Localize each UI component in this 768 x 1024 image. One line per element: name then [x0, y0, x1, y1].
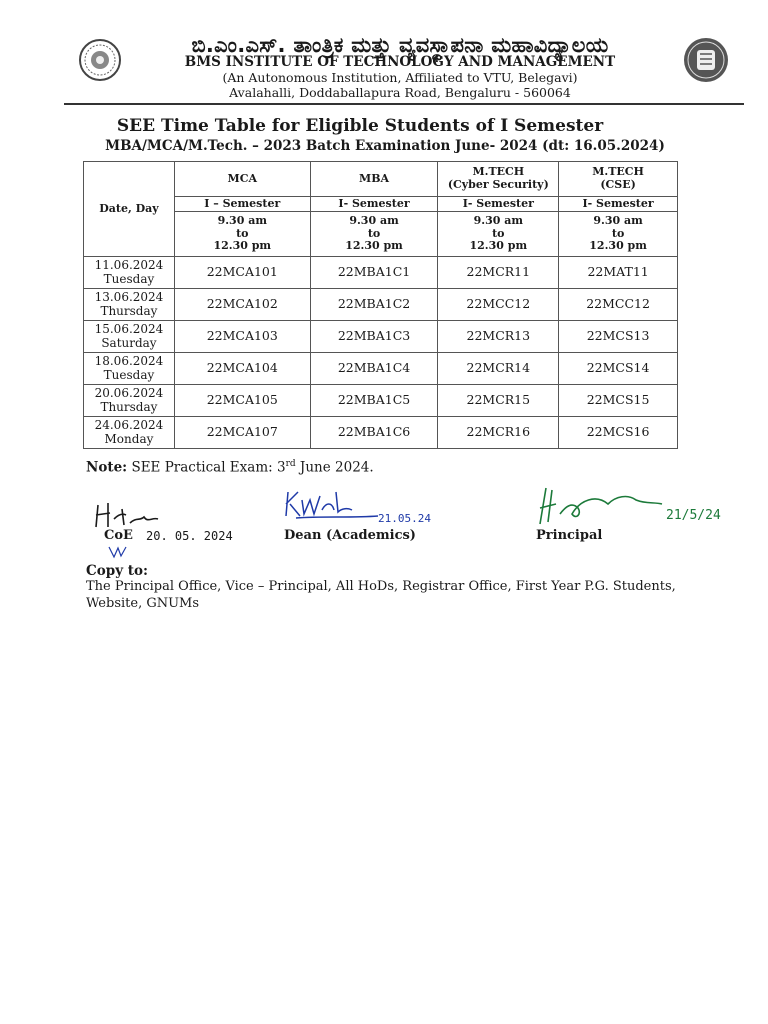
course-code-cell: 22MBA1C2 [310, 289, 438, 321]
date-day-header: Date, Day [84, 162, 175, 257]
date-cell: 20.06.2024 Thursday [84, 385, 175, 417]
note-text-end: June 2024. [295, 459, 374, 476]
table-row [84, 353, 678, 385]
principal-date: 21/5/24 [666, 508, 721, 523]
course-code-cell: 22MCA101 [174, 257, 310, 289]
principal-signature [536, 484, 666, 528]
time-header: 9.30 am to 12.30 pm [559, 212, 678, 257]
header-divider [64, 103, 744, 105]
course-code-cell: 22MCR14 [438, 353, 559, 385]
course-code-cell: 22MCR13 [438, 321, 559, 353]
table-header-program-row [84, 162, 678, 197]
copy-to-heading: Copy to: [86, 563, 148, 579]
semester-header: I- Semester [559, 197, 678, 212]
semester-header: I – Semester [174, 197, 310, 212]
course-code-cell: 22MBA1C6 [310, 417, 438, 449]
dean-date: 21.05.24 [378, 512, 431, 525]
program-header: M.TECH (Cyber Security) [438, 162, 559, 197]
dean-label: Dean (Academics) [284, 528, 416, 543]
table-row [84, 257, 678, 289]
course-code-cell: 22MCC12 [559, 289, 678, 321]
document-subtitle: MBA/MCA/M.Tech. – 2023 Batch Examination June- 2024 (dt: 16.05.2024) [105, 138, 665, 154]
document-title: SEE Time Table for Eligible Students of I Semester [116, 116, 604, 136]
coe-date: 20. 05. 2024 [146, 529, 233, 543]
date-cell: 11.06.2024 Tuesday [84, 257, 175, 289]
table-row [84, 385, 678, 417]
coe-initials-mark [106, 544, 130, 560]
course-code-cell: 22MCR11 [438, 257, 559, 289]
course-code-cell: 22MCA102 [174, 289, 310, 321]
table-row [84, 321, 678, 353]
table-row [84, 417, 678, 449]
course-code-cell: 22MCC12 [438, 289, 559, 321]
institute-seal-icon [78, 38, 122, 82]
course-code-cell: 22MBA1C4 [310, 353, 438, 385]
course-code-cell: 22MBA1C3 [310, 321, 438, 353]
semester-header: I- Semester [310, 197, 438, 212]
course-code-cell: 22MCS15 [559, 385, 678, 417]
time-header: 9.30 am to 12.30 pm [174, 212, 310, 257]
time-header: 9.30 am to 12.30 pm [310, 212, 438, 257]
institute-affiliation: (An Autonomous Institution, Affiliated to VTU, Belegavi) [222, 70, 578, 85]
course-code-cell: 22MBA1C1 [310, 257, 438, 289]
date-cell: 13.06.2024 Thursday [84, 289, 175, 321]
semester-header: I- Semester [438, 197, 559, 212]
note-text: SEE Practical Exam: 3 [127, 459, 286, 476]
note-superscript: rd [285, 459, 296, 469]
copy-to-recipients: The Principal Office, Vice – Principal, All HoDs, Registrar Office, First Year P.G. Students, Website, GNUMs [86, 579, 676, 611]
principal-label: Principal [536, 528, 603, 543]
course-code-cell: 22MCA105 [174, 385, 310, 417]
course-code-cell: 22MCA103 [174, 321, 310, 353]
dean-signature [282, 486, 382, 522]
time-header: 9.30 am to 12.30 pm [438, 212, 559, 257]
course-code-cell: 22MBA1C5 [310, 385, 438, 417]
course-code-cell: 22MCS13 [559, 321, 678, 353]
institute-name: BMS INSTITUTE OF TECHNOLOGY AND MANAGEMENT [184, 54, 616, 70]
course-code-cell: 22MCS16 [559, 417, 678, 449]
institute-address: Avalahalli, Doddaballapura Road, Bengaluru - 560064 [229, 85, 571, 100]
note-label: Note: [86, 459, 128, 476]
coe-label: CoE [104, 528, 133, 543]
program-header: MBA [310, 162, 438, 197]
bms-emblem-icon [682, 36, 730, 84]
date-cell: 18.06.2024 Tuesday [84, 353, 175, 385]
program-header: MCA [174, 162, 310, 197]
exam-timetable [83, 161, 678, 449]
note-line [86, 459, 374, 476]
date-cell: 24.06.2024 Monday [84, 417, 175, 449]
course-code-cell: 22MCS14 [559, 353, 678, 385]
course-code-cell: 22MAT11 [559, 257, 678, 289]
course-code-cell: 22MCA104 [174, 353, 310, 385]
date-cell: 15.06.2024 Saturday [84, 321, 175, 353]
course-code-cell: 22MCA107 [174, 417, 310, 449]
course-code-cell: 22MCR15 [438, 385, 559, 417]
institute-name-kannada: ಬಿ.ಎಂ.ಎಸ್. ತಾಂತ್ರಿಕ ಮತ್ತು ವ್ಯವಸ್ಥಾಪನಾ ಮಹಾವಿದ್ಯಾಲಯ [191, 33, 609, 57]
table-row [84, 289, 678, 321]
program-header: M.TECH (CSE) [559, 162, 678, 197]
coe-signature [92, 497, 182, 531]
course-code-cell: 22MCR16 [438, 417, 559, 449]
